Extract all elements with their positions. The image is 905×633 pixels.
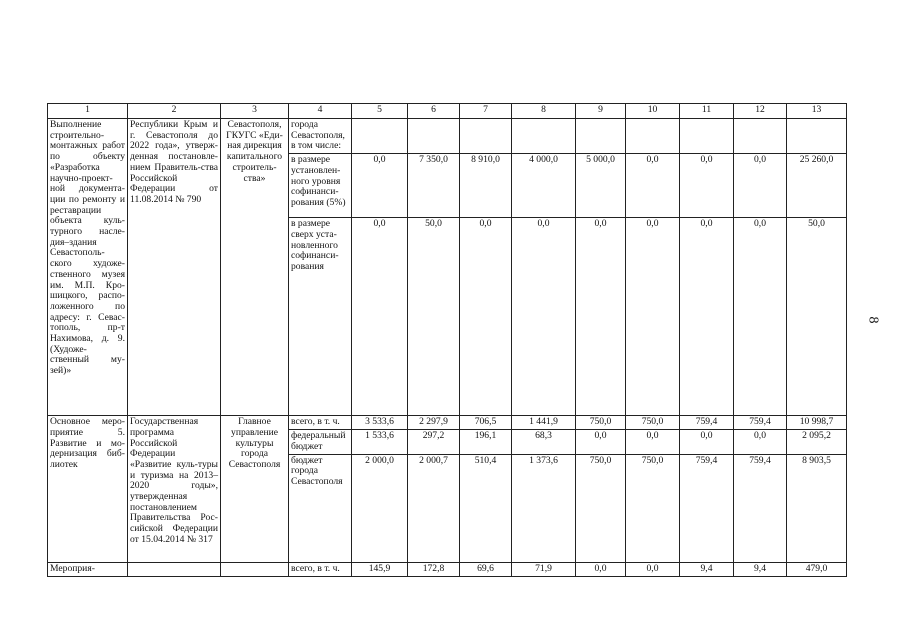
executor-cell: Севастополя, ГКУГС «Еди-ная дирекция капитального строитель-ства» [221, 119, 289, 416]
value-cell: 0,0 [352, 154, 408, 218]
value-cell: 172,8 [408, 562, 460, 576]
value-cell: 8 903,5 [787, 454, 847, 562]
value-cell: 0,0 [576, 562, 626, 576]
col-header: 10 [626, 104, 680, 119]
value-cell [787, 119, 847, 154]
value-cell: 0,0 [734, 218, 787, 416]
value-cell: 297,2 [408, 430, 460, 454]
col-header: 1 [48, 104, 128, 119]
value-cell [352, 119, 408, 154]
value-cell: 2 000,0 [352, 454, 408, 562]
value-cell: 10 998,7 [787, 416, 847, 430]
funding-source-cell: в размере сверх уста-новленного софинанси-рования [289, 218, 352, 416]
col-header: 2 [128, 104, 221, 119]
value-cell: 0,0 [460, 218, 512, 416]
value-cell: 2 000,7 [408, 454, 460, 562]
value-cell: 706,5 [460, 416, 512, 430]
measure-name-cell: Основное меро-приятие 5. Развитие и мо-дернизация биб-лиотек [48, 416, 128, 562]
funding-source-cell: в размере установлен-ного уровня софинанси-рования (5%) [289, 154, 352, 218]
value-cell: 0,0 [680, 430, 734, 454]
funding-source-cell: бюджет города Севастополя [289, 454, 352, 562]
col-header: 3 [221, 104, 289, 119]
value-cell: 0,0 [576, 430, 626, 454]
measure-name-cell: Выполнение строительно-монтажных работ по объекту «Разработка научно-проект-ной документа-ции по ремонту и реставрации объекта куль-турного насле-дия–здания Севастополь-ского художе-ственного музея им. М.П. Кро-шицкого, распо-ложенного по адресу: г. Севас-тополь, пр-т Нахимова, д. 9. (Художе-ственный му-зей)» [48, 119, 128, 416]
value-cell: 759,4 [734, 416, 787, 430]
program-cell [128, 562, 221, 576]
col-header: 9 [576, 104, 626, 119]
program-cell: Государственная программа Российской Федерации «Развитие куль-туры и туризма на 2013–2020 годы», утвержденная постановлением Правительства Рос-сийской Федерации от 15.04.2014 № 317 [128, 416, 221, 562]
value-cell [626, 119, 680, 154]
col-header: 12 [734, 104, 787, 119]
col-header: 7 [460, 104, 512, 119]
value-cell: 750,0 [576, 454, 626, 562]
col-header: 8 [512, 104, 576, 119]
value-cell: 145,9 [352, 562, 408, 576]
funding-source-cell: города Севастополя, в том числе: [289, 119, 352, 154]
page-number: 8 [865, 316, 881, 324]
table-row [48, 562, 847, 576]
funding-source-cell: всего, в т. ч. [289, 416, 352, 430]
value-cell: 2 297,9 [408, 416, 460, 430]
value-cell: 0,0 [734, 154, 787, 218]
executor-cell: Главное управление культуры города Севастополя [221, 416, 289, 562]
value-cell: 69,6 [460, 562, 512, 576]
value-cell: 8 910,0 [460, 154, 512, 218]
col-header: 6 [408, 104, 460, 119]
value-cell: 7 350,0 [408, 154, 460, 218]
value-cell: 68,3 [512, 430, 576, 454]
value-cell: 759,4 [680, 416, 734, 430]
value-cell: 0,0 [626, 430, 680, 454]
value-cell [576, 119, 626, 154]
value-cell: 0,0 [680, 154, 734, 218]
value-cell: 479,0 [787, 562, 847, 576]
value-cell [512, 119, 576, 154]
col-header: 5 [352, 104, 408, 119]
value-cell: 750,0 [626, 454, 680, 562]
value-cell: 50,0 [787, 218, 847, 416]
executor-cell [221, 562, 289, 576]
value-cell: 0,0 [352, 218, 408, 416]
value-cell: 750,0 [576, 416, 626, 430]
value-cell [734, 119, 787, 154]
value-cell: 9,4 [680, 562, 734, 576]
value-cell [680, 119, 734, 154]
value-cell: 4 000,0 [512, 154, 576, 218]
value-cell: 0,0 [626, 154, 680, 218]
value-cell: 0,0 [576, 218, 626, 416]
col-header: 4 [289, 104, 352, 119]
value-cell: 510,4 [460, 454, 512, 562]
value-cell: 5 000,0 [576, 154, 626, 218]
budget-table [47, 103, 847, 577]
program-cell: Республики Крым и г. Севастополя до 2022 года», утверж-денная постановле-нием Правитель-ства Российской Федерации от 11.08.2014 № 790 [128, 119, 221, 416]
value-cell [408, 119, 460, 154]
funding-source-cell: всего, в т. ч. [289, 562, 352, 576]
value-cell: 0,0 [626, 218, 680, 416]
value-cell: 3 533,6 [352, 416, 408, 430]
value-cell: 1 373,6 [512, 454, 576, 562]
value-cell: 1 533,6 [352, 430, 408, 454]
measure-name-cell: Мероприя- [48, 562, 128, 576]
value-cell: 0,0 [626, 562, 680, 576]
value-cell: 25 260,0 [787, 154, 847, 218]
col-header: 11 [680, 104, 734, 119]
value-cell: 0,0 [734, 430, 787, 454]
value-cell: 0,0 [512, 218, 576, 416]
col-header: 13 [787, 104, 847, 119]
value-cell: 50,0 [408, 218, 460, 416]
value-cell: 0,0 [680, 218, 734, 416]
table-row [48, 119, 847, 154]
value-cell [460, 119, 512, 154]
value-cell: 2 095,2 [787, 430, 847, 454]
value-cell: 9,4 [734, 562, 787, 576]
value-cell: 759,4 [734, 454, 787, 562]
funding-source-cell: федеральный бюджет [289, 430, 352, 454]
header-row [48, 104, 847, 119]
value-cell: 759,4 [680, 454, 734, 562]
value-cell: 750,0 [626, 416, 680, 430]
value-cell: 71,9 [512, 562, 576, 576]
value-cell: 196,1 [460, 430, 512, 454]
table-row [48, 416, 847, 430]
value-cell: 1 441,9 [512, 416, 576, 430]
